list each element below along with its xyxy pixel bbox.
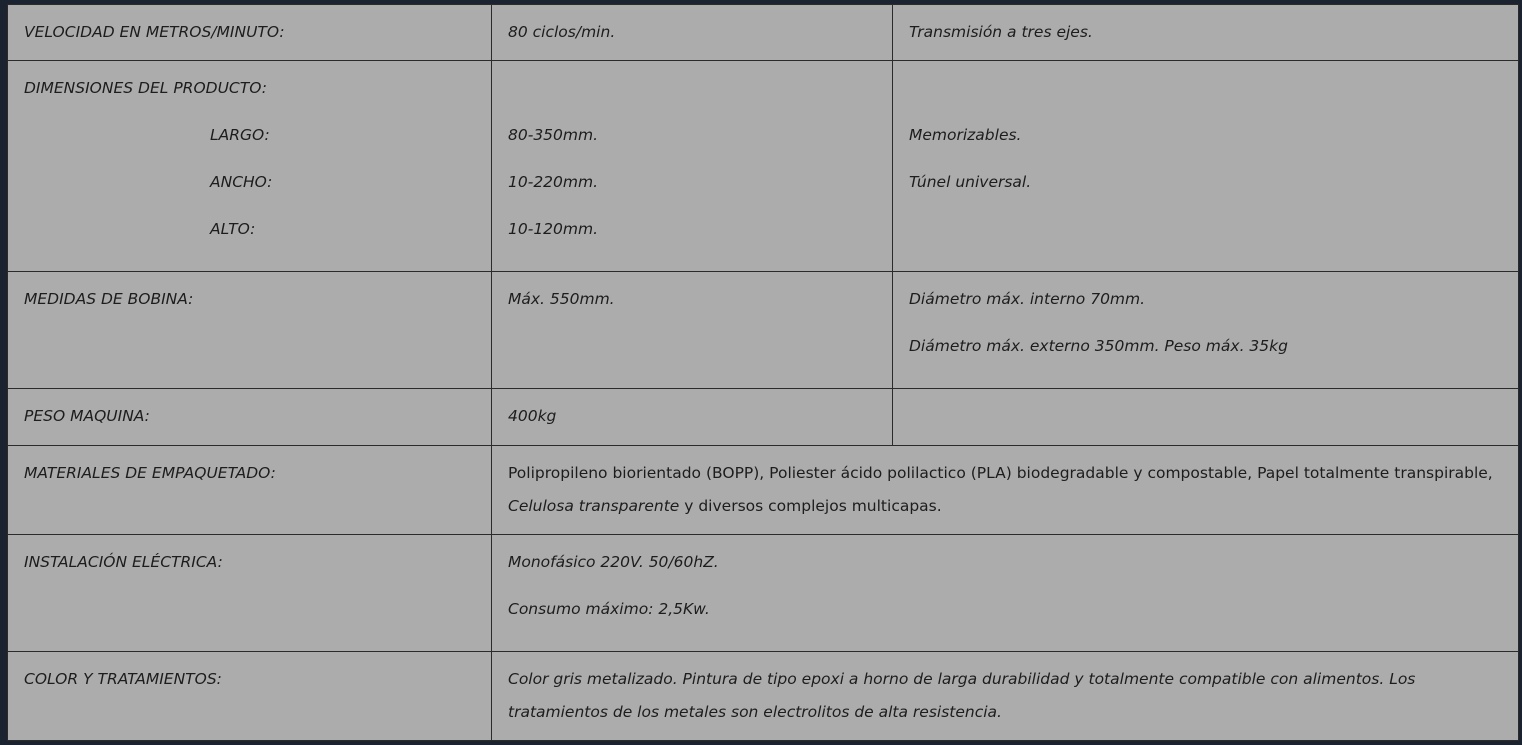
table-row-velocidad xyxy=(8,5,1519,61)
sub-label-ancho: ANCHO: xyxy=(210,173,273,191)
cell-value xyxy=(492,272,893,389)
spacer xyxy=(508,65,876,112)
cell-label xyxy=(8,535,492,652)
cell-label xyxy=(8,5,492,61)
cell-value-wide xyxy=(492,535,1519,652)
row-note: Transmisión a tres ejes. xyxy=(909,23,1093,41)
note-diametro-externo: Diámetro máx. externo 350mm. Peso máx. 35kg xyxy=(909,337,1288,355)
table-row-bobina xyxy=(8,272,1519,389)
value-largo: 80-350mm. xyxy=(508,126,599,144)
cell-note xyxy=(893,5,1519,61)
cell-value-wide xyxy=(492,446,1519,535)
cell-note-empty xyxy=(893,389,1519,446)
materials-text xyxy=(508,457,1502,523)
row-label: INSTALACIÓN ELÉCTRICA: xyxy=(24,553,223,571)
row-label: DIMENSIONES DEL PRODUCTO: xyxy=(24,79,267,97)
table-row-color xyxy=(8,652,1519,741)
materials-text-part-1: Polipropileno biorientado (BOPP), Poliester ácido polilactico (PLA) biodegradable y compostable, Papel totalmente transpirable, xyxy=(508,464,1493,482)
cell-note xyxy=(893,272,1519,389)
row-value: Máx. 550mm. xyxy=(508,290,615,308)
materials-text-part-2: y diversos complejos multicapas. xyxy=(679,497,942,515)
table-row-peso xyxy=(8,389,1519,446)
cell-label xyxy=(8,272,492,389)
table-row-dimensiones xyxy=(8,61,1519,272)
value-ancho: 10-220mm. xyxy=(508,173,599,191)
note-memorizables: Memorizables. xyxy=(909,126,1022,144)
cell-label xyxy=(8,652,492,741)
row-label: MEDIDAS DE BOBINA: xyxy=(24,290,194,308)
note-tunel: Túnel universal. xyxy=(909,173,1032,191)
cell-value-wide xyxy=(492,652,1519,741)
spacer xyxy=(909,65,1502,112)
row-value: 400kg xyxy=(508,407,557,425)
value-consumo: Consumo máximo: 2,5Kw. xyxy=(508,600,710,618)
value-alto: 10-120mm. xyxy=(508,220,599,238)
cell-value xyxy=(492,61,893,272)
cell-label xyxy=(8,61,492,272)
sub-label-largo: LARGO: xyxy=(210,126,270,144)
row-label: MATERIALES DE EMPAQUETADO: xyxy=(24,464,276,482)
specifications-table xyxy=(7,4,1519,741)
sub-label-alto: ALTO: xyxy=(210,220,256,238)
row-value: 80 ciclos/min. xyxy=(508,23,616,41)
row-label: COLOR Y TRATAMIENTOS: xyxy=(24,670,222,688)
table-row-instalacion xyxy=(8,535,1519,652)
cell-label xyxy=(8,389,492,446)
cell-value xyxy=(492,389,893,446)
note-diametro-interno: Diámetro máx. interno 70mm. xyxy=(909,290,1146,308)
row-label: PESO MAQUINA: xyxy=(24,407,150,425)
value-monofasico: Monofásico 220V. 50/60hZ. xyxy=(508,553,719,571)
cell-note xyxy=(893,61,1519,272)
table-row-materiales xyxy=(8,446,1519,535)
cell-label xyxy=(8,446,492,535)
color-text: Color gris metalizado. Pintura de tipo epoxi a horno de larga durabilidad y totalmente compatible con alimentos. Los tratamientos de los metales son electrolitos de alta resistencia. xyxy=(508,670,1416,721)
row-label: VELOCIDAD EN METROS/MINUTO: xyxy=(24,23,285,41)
cell-value xyxy=(492,5,893,61)
materials-text-italic: Celulosa transparente xyxy=(508,497,680,515)
